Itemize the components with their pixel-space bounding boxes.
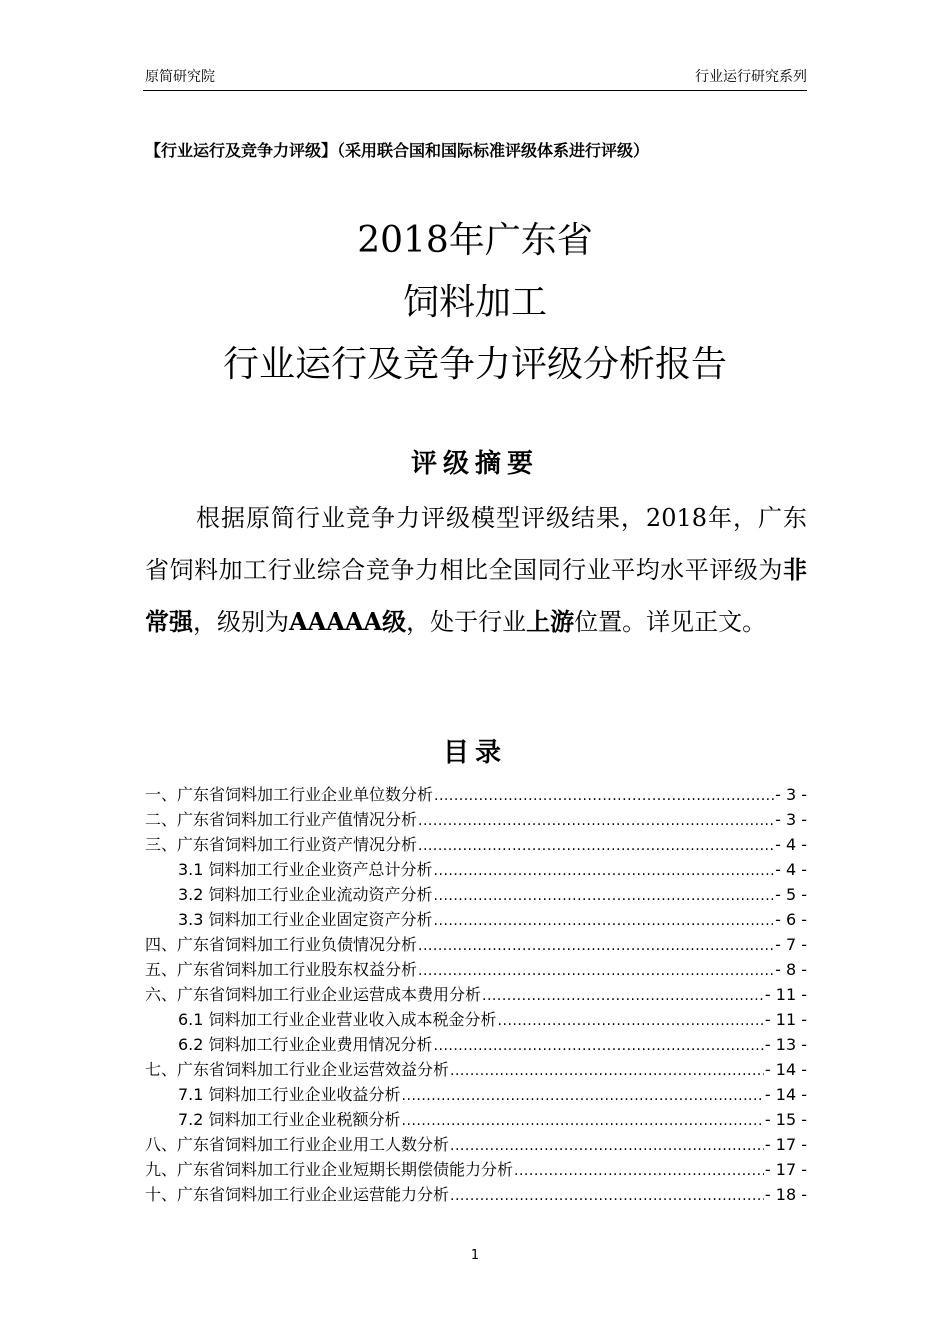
- toc-leader-dots: [418, 834, 774, 859]
- report-title-year-region: 2018年广东省: [357, 220, 593, 261]
- summary-position: 上游: [526, 607, 575, 636]
- toc-subentry[interactable]: [145, 1007, 807, 1032]
- report-tagline: 【行业运行及竞争力评级】（采用联合国和国际标准评级体系进行评级）: [145, 141, 650, 160]
- toc-entry-label: 七、广东省饲料加工行业企业运营效益分析: [145, 1060, 450, 1079]
- toc-leader-dots: [514, 1159, 764, 1184]
- toc-entry[interactable]: [145, 932, 807, 957]
- toc-entry-page: - 4 -: [775, 835, 807, 854]
- toc-entry[interactable]: [145, 1182, 807, 1207]
- toc-entry-label: 3.1 饲料加工行业企业资产总计分析: [178, 860, 433, 879]
- summary-text-1: 根据原简行业竞争力评级模型评级结果，2018年，广东省饲料加工行业综合竞争力相比全国同行业平均水平评级为: [145, 504, 807, 584]
- summary-text-4: 位置。详见正文。: [574, 608, 767, 636]
- toc-subentry[interactable]: [145, 1107, 807, 1132]
- toc-subentry[interactable]: [145, 1032, 807, 1057]
- toc-leader-dots: [402, 1084, 764, 1109]
- toc-subentry[interactable]: [145, 857, 807, 882]
- report-title-industry: 饲料加工: [402, 282, 547, 323]
- toc-leader-dots: [418, 959, 774, 984]
- toc-entry-label: 7.2 饲料加工行业企业税额分析: [178, 1110, 401, 1129]
- summary-heading: 评级摘要: [410, 449, 539, 479]
- summary-paragraph: [145, 492, 807, 648]
- toc-leader-dots: [418, 809, 774, 834]
- toc-entry-page: - 11 -: [764, 1010, 807, 1029]
- toc-entry[interactable]: [145, 807, 807, 832]
- toc-entry-label: 6.1 饲料加工行业企业营业收入成本税金分析: [178, 1010, 497, 1029]
- toc-entry-page: - 14 -: [764, 1060, 807, 1079]
- toc-entry-label: 7.1 饲料加工行业企业收益分析: [178, 1085, 401, 1104]
- toc-leader-dots: [434, 859, 775, 884]
- toc-entry-page: - 5 -: [775, 885, 807, 904]
- toc-entry[interactable]: [145, 832, 807, 857]
- toc-entry-page: - 7 -: [775, 935, 807, 954]
- header-series-name: 行业运行研究系列: [695, 69, 807, 85]
- toc-entry-label: 九、广东省饲料加工行业企业短期长期偿债能力分析: [145, 1160, 514, 1179]
- toc-entry-page: - 14 -: [764, 1085, 807, 1104]
- toc-entry-label: 3.2 饲料加工行业企业流动资产分析: [178, 885, 433, 904]
- header-org-name: 原简研究院: [145, 69, 215, 85]
- toc-entry-page: - 18 -: [764, 1185, 807, 1204]
- toc-leader-dots: [498, 1009, 764, 1034]
- table-of-contents: [145, 782, 807, 1207]
- toc-leader-dots: [450, 1134, 764, 1159]
- summary-level: AAAAA级: [289, 607, 407, 636]
- toc-entry[interactable]: [145, 1132, 807, 1157]
- toc-entry-label: 一、广东省饲料加工行业企业单位数分析: [145, 785, 434, 804]
- toc-entry-page: - 17 -: [764, 1135, 807, 1154]
- summary-rating: 非常强: [145, 555, 807, 636]
- toc-leader-dots: [450, 1059, 764, 1084]
- toc-entry-label: 四、广东省饲料加工行业负债情况分析: [145, 935, 418, 954]
- report-title-subject: 行业运行及竞争力评级分析报告: [222, 344, 727, 385]
- toc-leader-dots: [402, 1109, 764, 1134]
- toc-subentry[interactable]: [145, 1082, 807, 1107]
- toc-subentry[interactable]: [145, 907, 807, 932]
- toc-entry-page: - 8 -: [775, 960, 807, 979]
- toc-leader-dots: [450, 1184, 764, 1209]
- toc-subentry[interactable]: [145, 882, 807, 907]
- toc-entry[interactable]: [145, 1057, 807, 1082]
- summary-text-2: ，级别为: [193, 608, 289, 636]
- toc-entry[interactable]: [145, 782, 807, 807]
- toc-entry[interactable]: [145, 1157, 807, 1182]
- toc-leader-dots: [434, 909, 775, 934]
- summary-text-3: ，处于行业: [406, 608, 527, 636]
- toc-entry-page: - 3 -: [775, 810, 807, 829]
- toc-leader-dots: [418, 934, 774, 959]
- toc-entry-label: 二、广东省饲料加工行业产值情况分析: [145, 810, 418, 829]
- toc-heading: 目录: [442, 738, 507, 768]
- header-divider: [143, 90, 807, 91]
- toc-entry-page: - 3 -: [775, 785, 807, 804]
- toc-entry[interactable]: [145, 957, 807, 982]
- toc-entry-page: - 6 -: [775, 910, 807, 929]
- toc-leader-dots: [482, 984, 764, 1009]
- toc-entry-label: 十、广东省饲料加工行业企业运营能力分析: [145, 1185, 450, 1204]
- toc-leader-dots: [434, 884, 775, 909]
- toc-entry-label: 6.2 饲料加工行业企业费用情况分析: [178, 1035, 433, 1054]
- toc-entry-label: 三、广东省饲料加工行业资产情况分析: [145, 835, 418, 854]
- toc-leader-dots: [434, 1034, 764, 1059]
- toc-entry-label: 八、广东省饲料加工行业企业用工人数分析: [145, 1135, 450, 1154]
- toc-entry-label: 六、广东省饲料加工行业企业运营成本费用分析: [145, 985, 482, 1004]
- toc-leader-dots: [434, 784, 774, 809]
- toc-entry-page: - 17 -: [764, 1160, 807, 1179]
- toc-entry-label: 3.3 饲料加工行业企业固定资产分析: [178, 910, 433, 929]
- toc-entry[interactable]: [145, 982, 807, 1007]
- toc-entry-page: - 4 -: [775, 860, 807, 879]
- page-number: 1: [470, 1248, 480, 1263]
- toc-entry-page: - 11 -: [764, 985, 807, 1004]
- toc-entry-label: 五、广东省饲料加工行业股东权益分析: [145, 960, 418, 979]
- toc-entry-page: - 13 -: [764, 1035, 807, 1054]
- toc-entry-page: - 15 -: [764, 1110, 807, 1129]
